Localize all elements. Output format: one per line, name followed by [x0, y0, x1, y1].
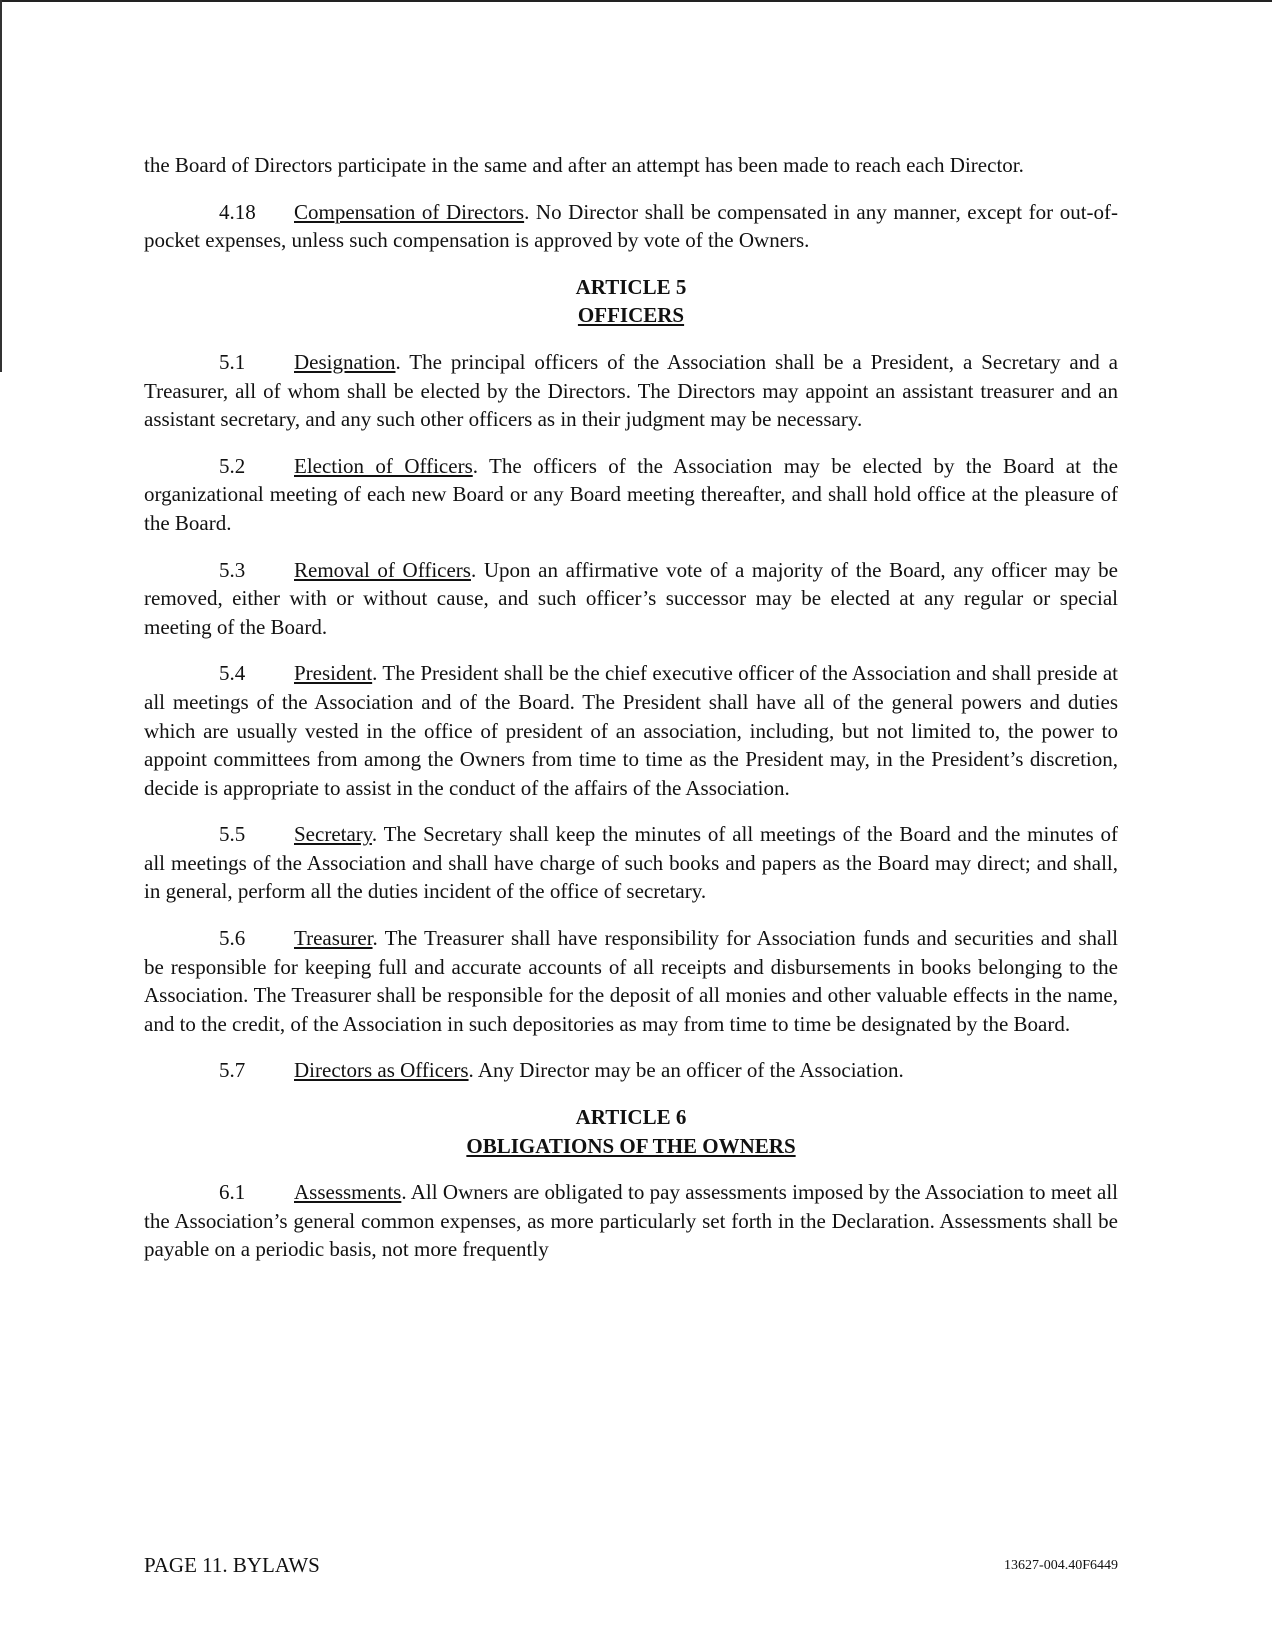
section-number: 4.18: [219, 199, 256, 224]
section-5-2: [144, 452, 1118, 538]
section-title: Assessments: [294, 1180, 402, 1205]
document-body: [144, 151, 1118, 1282]
section-5-3: [144, 556, 1118, 642]
section-text: . The principal officers of the Association shall be a President, a Secretary and a Treasurer, all of whom shall be elected by the Directors. The Directors may appoint an assistant treasurer and an assistant secretary, and any such other officers as in their judgment may be necessary.: [144, 349, 1118, 432]
article-label: ARTICLE 6: [575, 1105, 687, 1130]
scan-edge-top: [0, 0, 1272, 2]
section-title: Election of Officers: [294, 453, 473, 478]
section-text: . The Treasurer shall have responsibility for Association funds and securities and shall be responsible for keeping full and accurate accounts of all receipts and disbursements in books belonging to the Association. The Treasurer shall be responsible for the deposit of all monies and other valuable effects in the name, and to the credit, of the Association in such depositories as may from time to time be designated by the Board.: [144, 926, 1118, 1036]
paragraph-text: the Board of Directors participate in the same and after an attempt has been made to reach each Director.: [144, 153, 1024, 177]
section-5-5: [144, 820, 1118, 906]
section-number: 5.4: [219, 661, 246, 686]
section-text: . No Director shall be compensated in any manner, except for out-of-pocket expenses, unless such compensation is approved by vote of the Owners.: [144, 199, 1119, 253]
scan-edge-left: [0, 0, 2, 372]
document-code: 13627-004.40F6449: [1004, 1558, 1118, 1573]
section-title: Removal of Officers: [294, 557, 471, 582]
section-title: Compensation of Directors: [294, 199, 525, 224]
section-5-6: [144, 924, 1118, 1038]
section-5-4: [144, 659, 1118, 802]
section-number: 5.7: [219, 1058, 246, 1083]
section-6-1: [144, 1178, 1118, 1264]
article-name: OFFICERS: [577, 303, 685, 328]
section-title: President: [294, 661, 373, 686]
section-text: . Upon an affirmative vote of a majority of the Board, any officer may be removed, either with or without cause, and such officer’s successor may be elected at any regular or special meeting of the Board.: [144, 557, 1118, 639]
section-number: 6.1: [219, 1180, 246, 1205]
section-4-18: [144, 198, 1118, 255]
section-text: . Any Director may be an officer of the Association.: [468, 1058, 904, 1083]
section-title: Designation: [294, 349, 396, 374]
section-number: 5.5: [219, 822, 246, 847]
section-title: Treasurer: [294, 926, 373, 951]
section-number: 5.1: [219, 349, 246, 374]
section-title: Directors as Officers: [294, 1058, 469, 1083]
section-number: 5.6: [219, 926, 246, 951]
section-text: . The officers of the Association may be elected by the Board at the organizational meeting of each new Board or any Board meeting thereafter, and shall hold office at the pleasure of the Board.: [144, 453, 1118, 535]
article-5-heading: [144, 273, 1118, 330]
section-text: . The President shall be the chief executive officer of the Association and shall preside at all meetings of the Association and of the Board. The President shall have all of the general powers and duties which are usually vested in the office of president of an association, including, but not limited to, the power to appoint committees from among the Owners from time to time as the President may, in the President’s discretion, decide is appropriate to assist in the conduct of the affairs of the Association.: [144, 661, 1118, 800]
section-number: 5.2: [219, 453, 246, 478]
article-label: ARTICLE 5: [575, 274, 687, 299]
section-5-7: [144, 1056, 1118, 1085]
section-5-1: [144, 348, 1118, 434]
article-name: OBLIGATIONS OF THE OWNERS: [466, 1133, 796, 1158]
section-title: Secretary: [294, 822, 372, 847]
section-text: . All Owners are obligated to pay assessments imposed by the Association to meet all the Association’s general common expenses, as more particularly set forth in the Declaration. Assessments shall be payable on a periodic basis, not more frequently: [144, 1180, 1118, 1262]
continuation-paragraph: [144, 151, 1118, 180]
section-text: . The Secretary shall keep the minutes of all meetings of the Board and the minutes of all meetings of the Association and shall have charge of such books and papers as the Board may direct; and shall, in general, perform all the duties incident of the office of secretary.: [144, 822, 1118, 904]
section-number: 5.3: [219, 557, 246, 582]
page-footer-label: PAGE 11. BYLAWS: [144, 1553, 320, 1577]
article-6-heading: [144, 1103, 1118, 1160]
